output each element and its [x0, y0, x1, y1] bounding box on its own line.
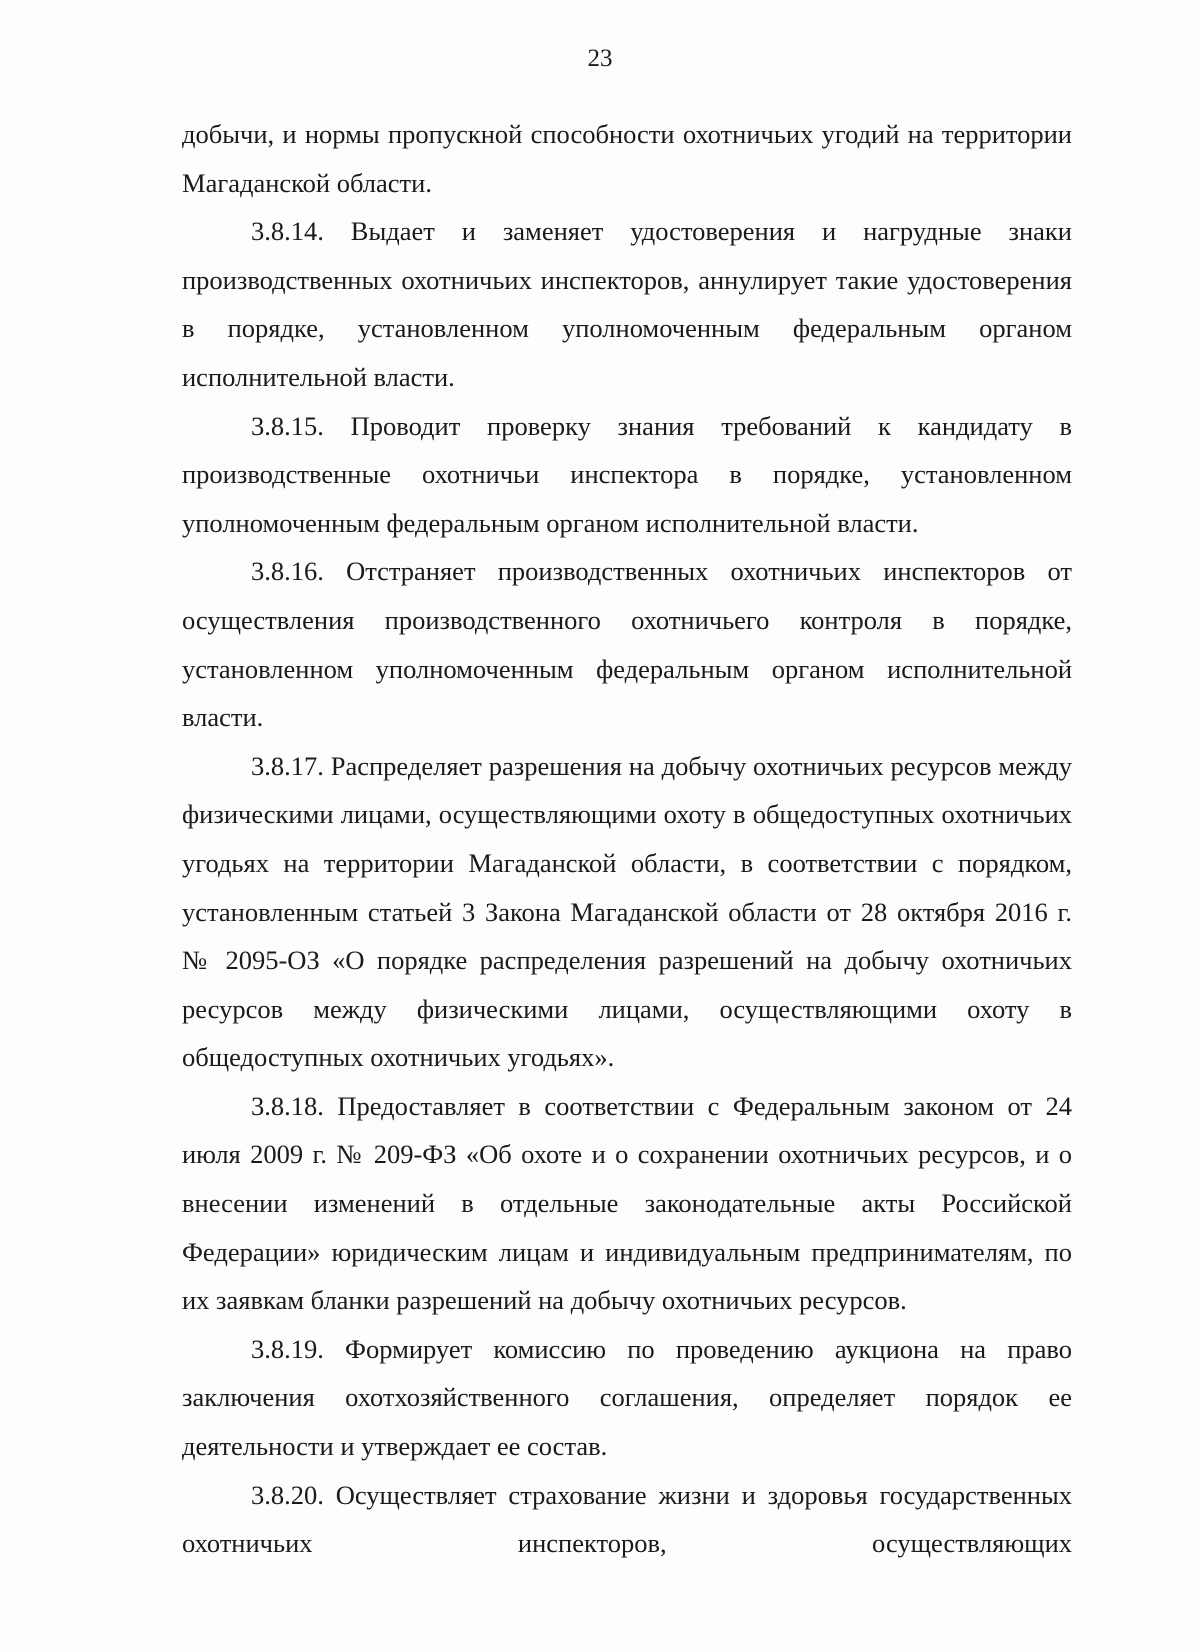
paragraph-continuation: добычи, и нормы пропускной способности охотничьих угодий на территории Магаданской области. — [182, 119, 1072, 198]
paragraph-3-8-15: 3.8.15. Проводит проверку знания требований к кандидату в производственные охотничьи инспектора в порядке, установленном уполномоченным федеральным органом исполнительной власти. — [182, 410, 1072, 538]
document-body — [182, 110, 1072, 1568]
page-number: 23 — [587, 45, 613, 72]
paragraph-3-8-18: 3.8.18. Предоставляет в соответствии с Федеральным законом от 24 июля 2009 г. № 209-ФЗ «Об охоте и о сохранении охотничьих ресурсов, и о внесении изменений в отдельные законодательные акты Российской Федерации» юридическим лицам и индивидуальным предпринимателям, по их заявкам бланки разрешений на добычу охотничьих ресурсов. — [182, 1090, 1072, 1316]
paragraph-3-8-17: 3.8.17. Распределяет разрешения на добычу охотничьих ресурсов между физическими лицами, осуществляющими охоту в общедоступных охотничьих угодьях на территории Магаданской области, в соответствии с порядком, установленным статьей 3 Закона Магаданской области от 28 октября 2016 г. № 2095-ОЗ «О порядке распределения разрешений на добычу охотничьих ресурсов между физическими лицами, осуществляющими охоту в общедоступных охотничьих угодьях». — [182, 750, 1072, 1073]
paragraph-3-8-14: 3.8.14. Выдает и заменяет удостоверения и нагрудные знаки производственных охотничьих инспекторов, аннулирует такие удостоверения в порядке, установленном уполномоченным федеральным органом исполнительной власти. — [182, 216, 1072, 392]
paragraph-3-8-19: 3.8.19. Формирует комиссию по проведению аукциона на право заключения охотхозяйственного соглашения, определяет порядок ее деятельности и утверждает ее состав. — [182, 1333, 1072, 1462]
paragraph-3-8-20: 3.8.20. Осуществляет страхование жизни и здоровья государственных охотничьих инспекторов, осуществляющих — [182, 1479, 1072, 1559]
paragraph-3-8-16: 3.8.16. Отстраняет производственных охотничьих инспекторов от осуществления производственного охотничьего контроля в порядке, установленном уполномоченным федеральным органом исполнительной власти. — [182, 556, 1072, 733]
